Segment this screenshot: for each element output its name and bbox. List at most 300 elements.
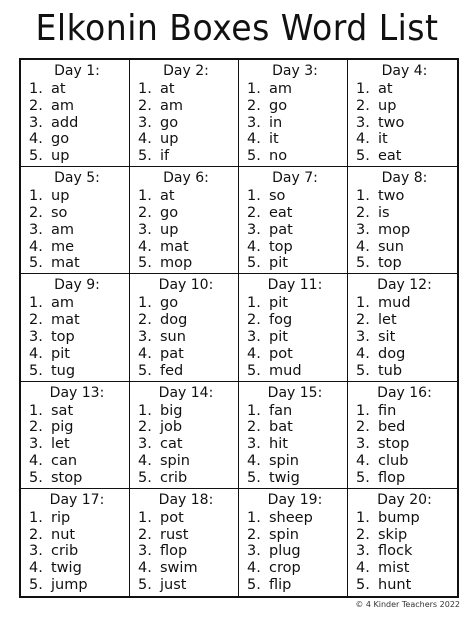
word-item xyxy=(138,131,234,148)
word-number: 2. xyxy=(138,97,152,114)
word-number: 3. xyxy=(247,543,261,560)
word-item xyxy=(247,453,343,470)
word-text: pit xyxy=(269,295,288,312)
word-number: 4. xyxy=(247,238,261,255)
day-cell xyxy=(21,489,130,596)
word-item xyxy=(138,560,234,577)
word-text: dog xyxy=(378,345,406,362)
word-number: 3. xyxy=(247,436,261,453)
word-item xyxy=(247,239,343,256)
word-number: 3. xyxy=(29,221,43,238)
word-text: plug xyxy=(269,543,301,560)
word-item xyxy=(138,453,234,470)
word-item xyxy=(138,403,234,420)
word-text: go xyxy=(51,131,70,148)
word-item xyxy=(356,470,453,487)
word-number: 1. xyxy=(29,81,43,97)
word-text: go xyxy=(160,204,179,221)
word-item xyxy=(356,510,453,527)
word-text: flop xyxy=(378,469,406,486)
word-text: it xyxy=(378,131,388,148)
word-number: 4. xyxy=(29,131,43,148)
word-number: 5. xyxy=(356,362,370,379)
word-text: at xyxy=(378,81,393,97)
word-item xyxy=(29,543,125,560)
word-number: 2. xyxy=(247,312,261,329)
word-text: mud xyxy=(378,295,411,312)
word-item xyxy=(247,329,343,346)
day-label: Day 2: xyxy=(163,63,209,79)
word-item xyxy=(247,543,343,560)
word-item xyxy=(138,255,234,272)
word-text: can xyxy=(51,452,78,469)
word-text: up xyxy=(378,97,397,114)
word-text: stop xyxy=(51,469,83,486)
word-text: fan xyxy=(269,402,293,419)
word-item xyxy=(356,577,453,594)
word-text: go xyxy=(269,97,288,114)
word-number: 3. xyxy=(247,328,261,345)
word-text: fog xyxy=(269,312,293,329)
word-item xyxy=(29,205,125,222)
word-number: 4. xyxy=(29,238,43,255)
word-number: 5. xyxy=(29,148,43,165)
word-item xyxy=(356,527,453,544)
day-cell xyxy=(239,382,348,489)
word-text: pit xyxy=(269,255,288,272)
word-text: mat xyxy=(51,255,80,272)
word-item xyxy=(138,470,234,487)
word-text: sun xyxy=(378,238,404,255)
day-label: Day 11: xyxy=(267,277,323,294)
word-item xyxy=(356,419,453,436)
word-text: am xyxy=(51,97,75,114)
word-item xyxy=(29,329,125,346)
word-item xyxy=(138,312,234,329)
day-cell xyxy=(348,382,457,489)
day-cell xyxy=(130,274,239,381)
word-item xyxy=(138,510,234,527)
word-item xyxy=(138,148,234,165)
word-text: twig xyxy=(51,560,82,577)
word-item xyxy=(29,255,125,272)
word-number: 1. xyxy=(138,295,152,312)
word-number: 4. xyxy=(247,560,261,577)
word-number: 5. xyxy=(356,576,370,593)
word-number: 2. xyxy=(356,204,370,221)
word-item xyxy=(29,470,125,487)
word-number: 1. xyxy=(356,295,370,312)
word-text: eat xyxy=(378,148,402,165)
word-number: 3. xyxy=(138,221,152,238)
day-cell xyxy=(239,167,348,274)
word-item xyxy=(247,527,343,544)
word-number: 2. xyxy=(247,419,261,436)
word-number: 4. xyxy=(356,345,370,362)
word-item xyxy=(247,148,343,165)
word-number: 2. xyxy=(356,419,370,436)
word-item xyxy=(247,295,343,312)
word-text: mud xyxy=(269,362,302,379)
word-number: 2. xyxy=(138,204,152,221)
word-item xyxy=(138,577,234,594)
word-number: 4. xyxy=(356,238,370,255)
word-item xyxy=(356,453,453,470)
word-text: spin xyxy=(269,526,299,543)
word-text: hit xyxy=(269,436,288,453)
word-number: 4. xyxy=(356,560,370,577)
word-text: at xyxy=(51,81,66,97)
copyright-footer: © 4 Kinder Teachers 2022 xyxy=(355,600,460,609)
word-item xyxy=(247,403,343,420)
day-label: Day 10: xyxy=(158,277,214,294)
word-text: so xyxy=(51,204,68,221)
word-item xyxy=(138,295,234,312)
word-item xyxy=(138,419,234,436)
word-item xyxy=(356,560,453,577)
word-number: 4. xyxy=(138,238,152,255)
word-item xyxy=(356,255,453,272)
word-text: bed xyxy=(378,419,406,436)
word-number: 2. xyxy=(247,204,261,221)
day-label: Day 18: xyxy=(158,491,214,508)
word-text: skip xyxy=(378,526,408,543)
word-number: 4. xyxy=(29,452,43,469)
day-label: Day 4: xyxy=(381,63,428,79)
day-cell xyxy=(130,382,239,489)
word-number: 4. xyxy=(138,452,152,469)
word-number: 2. xyxy=(138,312,152,329)
page-title: Elkonin Boxes Word List xyxy=(35,8,439,49)
word-item xyxy=(138,188,234,205)
word-item xyxy=(29,222,125,239)
word-item xyxy=(138,81,234,98)
day-label: Day 20: xyxy=(377,491,432,508)
word-item xyxy=(356,239,453,256)
word-item xyxy=(356,188,453,205)
word-item xyxy=(29,560,125,577)
word-text: job xyxy=(160,419,183,436)
word-text: it xyxy=(269,131,279,148)
word-text: crib xyxy=(51,543,79,560)
word-number: 1. xyxy=(138,81,152,97)
word-number: 4. xyxy=(138,131,152,148)
word-number: 1. xyxy=(29,188,43,205)
word-item xyxy=(356,543,453,560)
word-text: pit xyxy=(51,345,70,362)
word-item xyxy=(247,188,343,205)
word-text: tub xyxy=(378,362,403,379)
word-text: bump xyxy=(378,509,420,526)
word-number: 5. xyxy=(29,576,43,593)
word-text: jump xyxy=(51,576,88,593)
day-label: Day 8: xyxy=(381,170,428,187)
word-number: 4. xyxy=(247,345,261,362)
word-text: pat xyxy=(269,221,293,238)
word-text: top xyxy=(51,328,75,345)
day-label: Day 3: xyxy=(272,63,318,79)
day-cell xyxy=(130,60,239,167)
word-number: 1. xyxy=(247,509,261,526)
word-number: 4. xyxy=(138,345,152,362)
word-text: am xyxy=(51,295,75,312)
word-text: up xyxy=(160,131,179,148)
word-item xyxy=(138,222,234,239)
day-label: Day 14: xyxy=(158,384,214,401)
word-number: 3. xyxy=(29,328,43,345)
word-number: 3. xyxy=(247,221,261,238)
word-number: 1. xyxy=(247,402,261,419)
word-item xyxy=(247,419,343,436)
word-text: flock xyxy=(378,543,413,560)
word-item xyxy=(29,81,125,98)
word-item xyxy=(356,436,453,453)
word-number: 5. xyxy=(356,148,370,165)
word-text: up xyxy=(51,148,70,165)
word-number: 1. xyxy=(247,81,261,97)
day-cell xyxy=(348,274,457,381)
word-number: 4. xyxy=(29,345,43,362)
word-number: 3. xyxy=(356,328,370,345)
word-text: in xyxy=(269,114,283,131)
word-item xyxy=(356,295,453,312)
word-text: spin xyxy=(269,452,299,469)
word-item xyxy=(29,346,125,363)
word-number: 1. xyxy=(356,81,370,97)
word-number: 1. xyxy=(29,295,43,312)
word-text: am xyxy=(160,97,184,114)
word-number: 1. xyxy=(356,188,370,205)
word-item xyxy=(29,363,125,380)
word-text: twig xyxy=(269,469,300,486)
word-number: 2. xyxy=(29,419,43,436)
word-number: 5. xyxy=(29,255,43,272)
word-item xyxy=(138,346,234,363)
word-item xyxy=(29,436,125,453)
word-item xyxy=(138,527,234,544)
word-text: eat xyxy=(269,204,293,221)
word-text: rip xyxy=(51,509,71,526)
word-text: top xyxy=(378,255,402,272)
word-item xyxy=(356,312,453,329)
word-item xyxy=(29,577,125,594)
word-text: mat xyxy=(51,312,80,329)
word-item xyxy=(29,527,125,544)
word-text: pot xyxy=(269,345,293,362)
word-item xyxy=(29,295,125,312)
word-number: 5. xyxy=(247,576,261,593)
day-label: Day 13: xyxy=(49,384,105,401)
word-text: nut xyxy=(51,526,76,543)
word-item xyxy=(138,115,234,132)
day-cell xyxy=(21,274,130,381)
word-number: 1. xyxy=(138,188,152,205)
word-item xyxy=(138,239,234,256)
word-item xyxy=(356,205,453,222)
word-text: mist xyxy=(378,560,410,577)
word-text: flop xyxy=(160,543,188,560)
word-item xyxy=(356,148,453,165)
day-label: Day 15: xyxy=(267,384,323,401)
word-number: 5. xyxy=(29,469,43,486)
word-number: 2. xyxy=(29,312,43,329)
word-number: 5. xyxy=(138,469,152,486)
word-item xyxy=(356,115,453,132)
word-text: bat xyxy=(269,419,293,436)
word-number: 3. xyxy=(29,543,43,560)
day-cell xyxy=(348,489,457,596)
word-text: two xyxy=(378,188,405,205)
word-text: no xyxy=(269,148,288,165)
word-item xyxy=(356,329,453,346)
word-number: 3. xyxy=(29,436,43,453)
word-number: 4. xyxy=(247,131,261,148)
day-cell xyxy=(21,382,130,489)
word-text: crop xyxy=(269,560,301,577)
word-number: 5. xyxy=(356,255,370,272)
word-item xyxy=(247,222,343,239)
word-number: 2. xyxy=(29,97,43,114)
word-item xyxy=(247,131,343,148)
word-text: me xyxy=(51,238,75,255)
word-item xyxy=(356,98,453,115)
word-text: add xyxy=(51,114,79,131)
word-number: 1. xyxy=(247,295,261,312)
word-item xyxy=(138,363,234,380)
word-number: 5. xyxy=(247,148,261,165)
word-number: 5. xyxy=(247,469,261,486)
word-text: up xyxy=(160,221,179,238)
word-text: mop xyxy=(378,221,411,238)
word-text: rust xyxy=(160,526,189,543)
word-text: just xyxy=(160,576,187,593)
day-cell xyxy=(348,167,457,274)
word-item xyxy=(29,98,125,115)
word-text: dog xyxy=(160,312,188,329)
word-text: at xyxy=(160,188,175,205)
word-number: 3. xyxy=(138,328,152,345)
word-text: sat xyxy=(51,402,74,419)
word-item xyxy=(29,188,125,205)
day-label: Day 19: xyxy=(267,491,323,508)
word-text: flip xyxy=(269,576,292,593)
word-number: 3. xyxy=(356,436,370,453)
word-item xyxy=(247,363,343,380)
word-text: pat xyxy=(160,345,184,362)
word-item xyxy=(247,115,343,132)
word-text: cat xyxy=(160,436,183,453)
word-text: let xyxy=(378,312,397,329)
word-text: big xyxy=(160,402,183,419)
day-cell xyxy=(348,60,457,167)
word-text: top xyxy=(269,238,293,255)
word-text: tug xyxy=(51,362,76,379)
word-number: 4. xyxy=(29,560,43,577)
word-text: mop xyxy=(160,255,193,272)
word-number: 2. xyxy=(356,312,370,329)
word-number: 5. xyxy=(138,148,152,165)
word-text: stop xyxy=(378,436,410,453)
word-number: 4. xyxy=(247,452,261,469)
word-number: 3. xyxy=(247,114,261,131)
day-label: Day 16: xyxy=(377,384,432,401)
word-number: 3. xyxy=(138,543,152,560)
word-item xyxy=(247,98,343,115)
word-text: if xyxy=(160,148,170,165)
word-text: hunt xyxy=(378,576,412,593)
word-text: swim xyxy=(160,560,198,577)
word-item xyxy=(356,222,453,239)
word-text: club xyxy=(378,452,409,469)
word-text: sit xyxy=(378,328,396,345)
word-text: mat xyxy=(160,238,189,255)
word-text: sheep xyxy=(269,509,313,526)
word-item xyxy=(247,436,343,453)
word-text: so xyxy=(269,188,286,205)
day-label: Day 17: xyxy=(49,491,105,508)
word-list-grid xyxy=(19,58,459,598)
word-text: am xyxy=(51,221,75,238)
word-item xyxy=(29,403,125,420)
word-number: 5. xyxy=(138,576,152,593)
word-item xyxy=(138,98,234,115)
word-number: 3. xyxy=(138,114,152,131)
word-number: 4. xyxy=(356,131,370,148)
word-number: 2. xyxy=(247,97,261,114)
day-label: Day 9: xyxy=(54,277,100,294)
word-number: 3. xyxy=(29,114,43,131)
word-number: 3. xyxy=(356,114,370,131)
day-label: Day 7: xyxy=(272,170,318,187)
word-item xyxy=(247,510,343,527)
day-label: Day 1: xyxy=(54,63,100,79)
day-cell xyxy=(21,167,130,274)
day-label: Day 5: xyxy=(54,170,100,187)
word-item xyxy=(247,470,343,487)
word-text: sun xyxy=(160,328,186,345)
day-cell xyxy=(239,274,348,381)
word-item xyxy=(356,346,453,363)
word-item xyxy=(247,255,343,272)
word-number: 1. xyxy=(29,509,43,526)
word-text: up xyxy=(51,188,70,205)
word-text: am xyxy=(269,81,293,97)
day-cell xyxy=(130,167,239,274)
day-label: Day 6: xyxy=(163,170,209,187)
word-number: 2. xyxy=(29,526,43,543)
word-item xyxy=(138,436,234,453)
word-item xyxy=(356,131,453,148)
word-number: 1. xyxy=(29,402,43,419)
word-text: is xyxy=(378,204,390,221)
word-number: 1. xyxy=(138,402,152,419)
word-text: spin xyxy=(160,452,190,469)
word-number: 1. xyxy=(356,402,370,419)
word-number: 2. xyxy=(138,526,152,543)
word-text: fin xyxy=(378,402,397,419)
word-item xyxy=(356,363,453,380)
word-text: go xyxy=(160,114,179,131)
word-number: 1. xyxy=(138,509,152,526)
day-cell xyxy=(130,489,239,596)
word-item xyxy=(356,403,453,420)
word-number: 2. xyxy=(356,526,370,543)
word-number: 5. xyxy=(138,362,152,379)
day-cell xyxy=(239,489,348,596)
word-item xyxy=(247,312,343,329)
word-item xyxy=(29,510,125,527)
word-item xyxy=(247,81,343,98)
